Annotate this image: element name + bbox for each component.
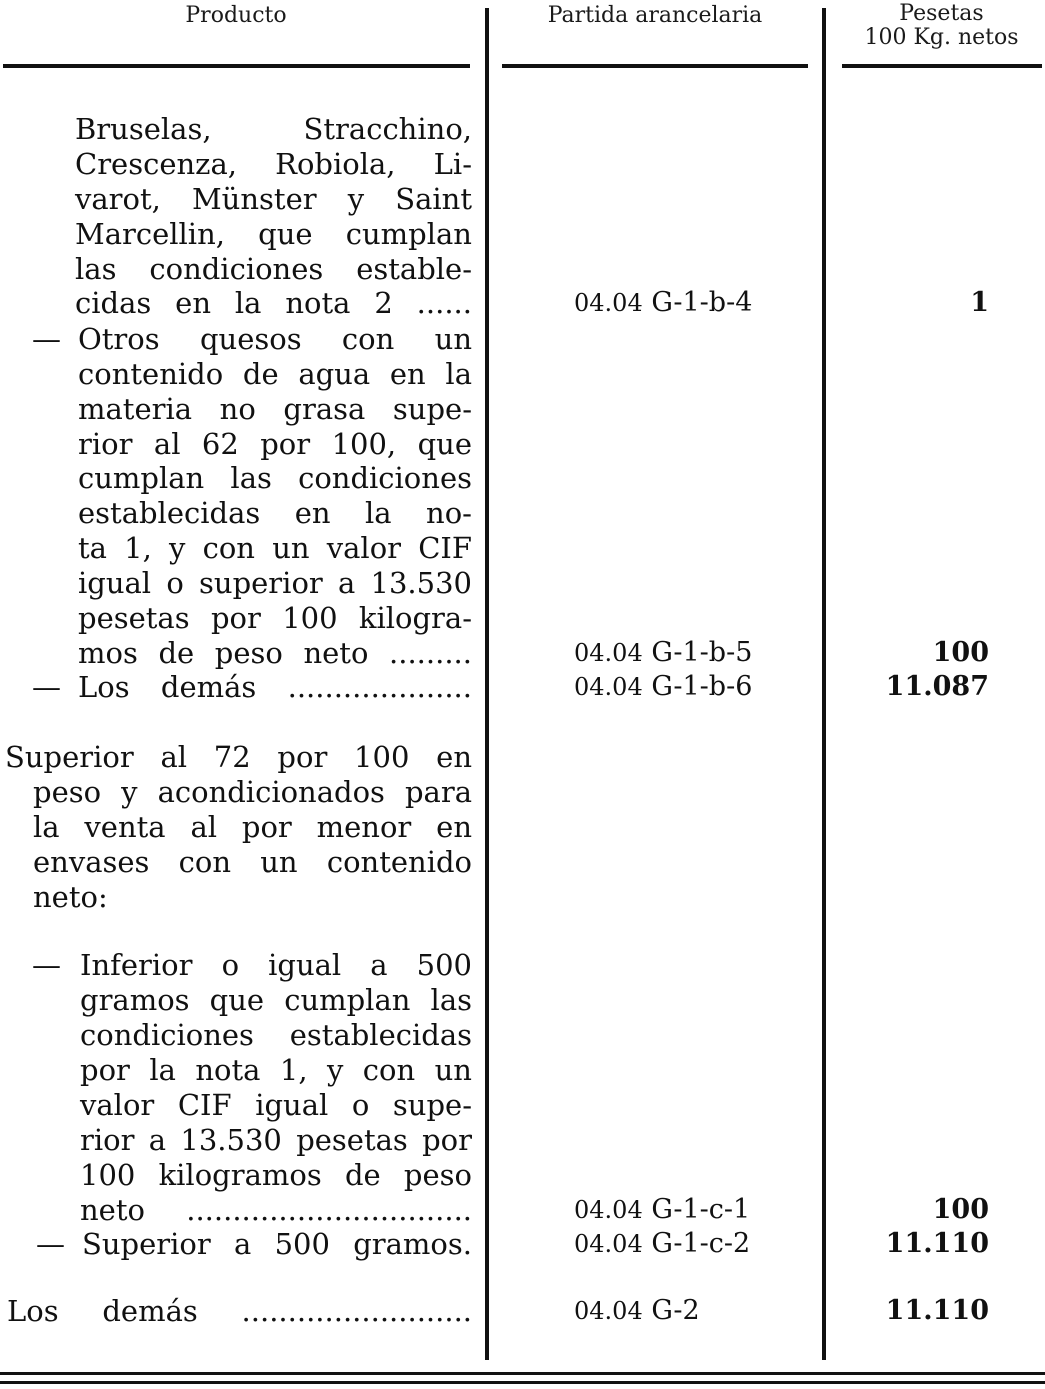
header-partida-arancelaria: Partida arancelaria <box>547 3 763 28</box>
product-line: Inferior o igual a 500 <box>80 948 472 982</box>
product-line: mos de peso neto ......... <box>78 636 472 670</box>
product-line: Los demás ......................... <box>7 1294 472 1328</box>
product-line: ta 1, y con un valor CIF <box>78 531 472 565</box>
header-rule-pesetas <box>842 64 1042 68</box>
header-pesetas-line2: 100 Kg. netos <box>864 25 1019 50</box>
product-line: establecidas en la no- <box>78 496 472 530</box>
header-rule-partida <box>502 64 808 68</box>
product-line: Otros quesos con un <box>78 322 472 356</box>
pesetas-value: 100 <box>932 1194 989 1225</box>
product-line: neto ............................... <box>80 1193 472 1227</box>
pesetas-value: 11.110 <box>885 1228 989 1259</box>
pesetas-value: 11.110 <box>885 1295 989 1326</box>
product-line: condiciones establecidas <box>80 1018 472 1052</box>
product-line: las condiciones estable- <box>75 252 472 286</box>
tariff-code: 04.04 G-1-b-5 <box>574 637 753 668</box>
product-line: Los demás .................... <box>78 670 472 704</box>
header-pesetas <box>838 2 1045 50</box>
tariff-code: 04.04 G-1-c-2 <box>574 1228 751 1259</box>
dash-marker: — <box>36 1227 65 1261</box>
tariff-code: 04.04 G-1-b-6 <box>574 671 753 702</box>
column-divider-1 <box>485 8 489 1360</box>
product-line: varot, Münster y Saint <box>75 182 472 216</box>
product-line: envases con un contenido <box>33 845 472 879</box>
product-line: Bruselas, Stracchino, <box>75 112 472 146</box>
pesetas-value: 1 <box>970 287 989 318</box>
product-line: valor CIF igual o supe- <box>80 1088 472 1122</box>
header-producto: Producto <box>185 3 287 28</box>
product-line: igual o superior a 13.530 <box>78 566 472 600</box>
product-line: peso y acondicionados para <box>33 775 472 809</box>
product-line: 100 kilogramos de peso <box>80 1158 472 1192</box>
product-line: contenido de agua en la <box>78 357 472 391</box>
product-line: la venta al por menor en <box>33 810 472 844</box>
tariff-code: 04.04 G-2 <box>574 1295 700 1326</box>
pesetas-value: 11.087 <box>885 671 989 702</box>
product-line: rior a 13.530 pesetas por <box>80 1123 472 1157</box>
dash-marker: — <box>32 948 61 982</box>
tariff-code: 04.04 G-1-b-4 <box>574 287 753 318</box>
dash-marker: — <box>32 670 61 704</box>
product-line: pesetas por 100 kilogra- <box>78 601 472 635</box>
product-line: cidas en la nota 2 ...... <box>75 286 472 320</box>
product-line: gramos que cumplan las <box>80 983 472 1017</box>
product-line: Superior al 72 por 100 en <box>5 740 472 774</box>
product-line: cumplan las condiciones <box>78 461 472 495</box>
product-line: materia no grasa supe- <box>78 392 472 426</box>
column-divider-2 <box>822 8 826 1360</box>
tariff-code: 04.04 G-1-c-1 <box>574 1194 751 1225</box>
product-line: Marcellin, que cumplan <box>75 217 472 251</box>
bottom-rule-lower <box>0 1381 1045 1384</box>
product-line: neto: <box>33 880 108 914</box>
header-pesetas-line1: Pesetas <box>899 1 984 26</box>
dash-marker: — <box>32 322 61 356</box>
product-line: rior al 62 por 100, que <box>78 427 472 461</box>
bottom-rule-upper <box>0 1372 1045 1375</box>
product-line: Superior a 500 gramos. <box>82 1227 472 1261</box>
pesetas-value: 100 <box>932 637 989 668</box>
product-line: Crescenza, Robiola, Li- <box>75 147 472 181</box>
header-rule-producto <box>3 64 470 68</box>
product-line: por la nota 1, y con un <box>80 1053 472 1087</box>
